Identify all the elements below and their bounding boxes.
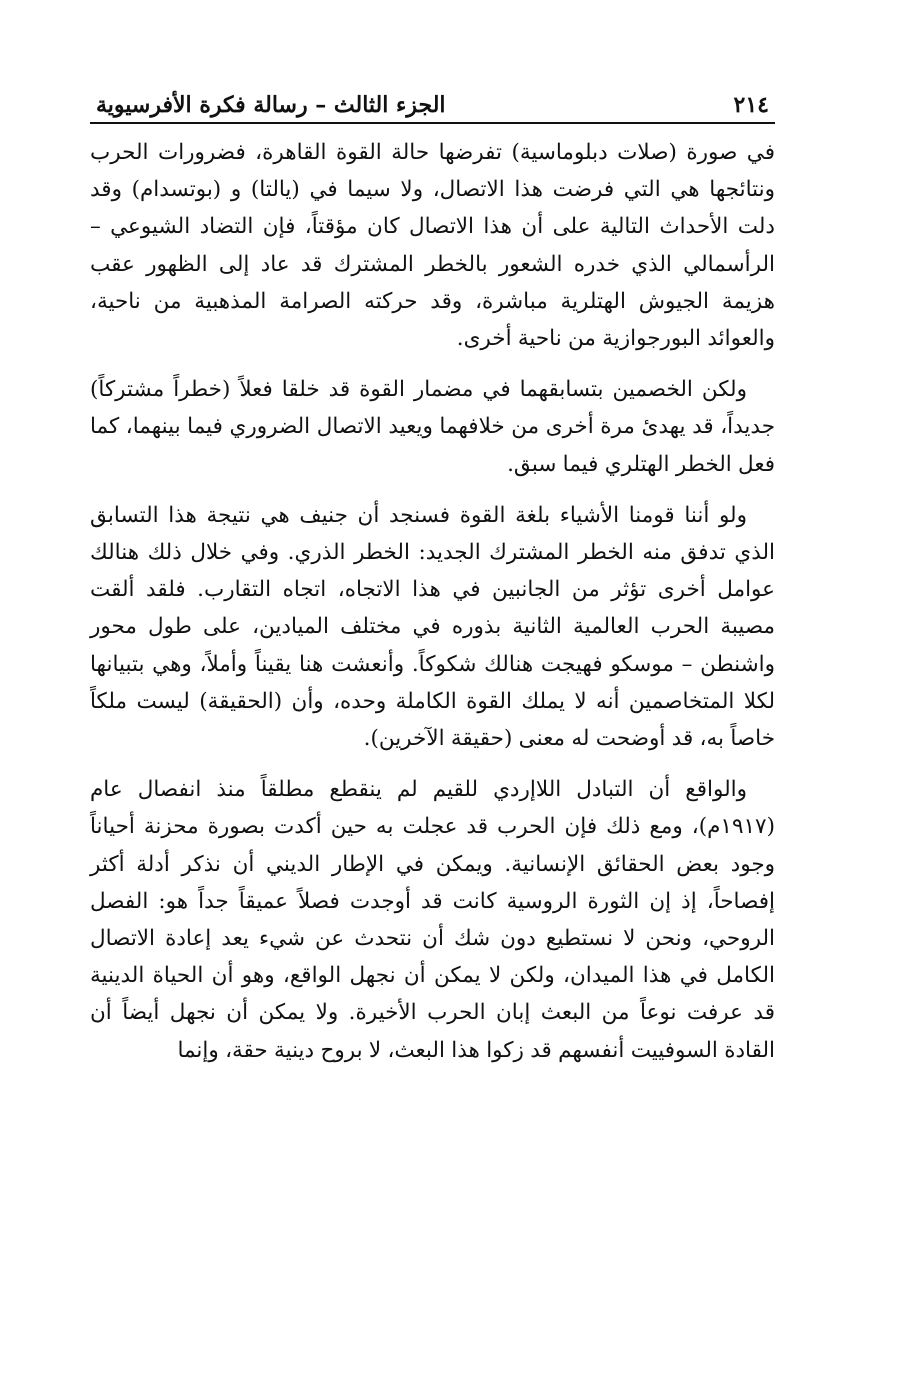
running-header xyxy=(90,78,775,124)
paragraph: في صورة (صلات دبلوماسية) تفرضها حالة القوة القاهرة، فضرورات الحرب ونتائجها هي التي فرضت هذا الاتصال، ولا سيما في (يالتا) و (بوتسدام) وقد دلت الأحداث التالية على أن هذا الاتصال كان مؤقتاً، فإن التضاد الشيوعي – الرأسمالي الذي خدره الشعور بالخطر المشترك قد عاد إلى الظهور عقب هزيمة الجيوش الهتلرية مباشرة، وقد حركته الصرامة المذهبية من ناحية، والعوائد البورجوازية من ناحية أخرى. xyxy=(90,140,775,352)
header-title: الجزء الثالث – رسالة فكرة الأفرسيوية xyxy=(96,92,446,118)
paragraph: ولكن الخصمين بتسابقهما في مضمار القوة قد خلقا فعلاً (خطراً مشتركاً) جديداً، قد يهدئ مرة أخرى من خلافهما ويعيد الاتصال الضروري فيما بينهما، كما فعل الخطر الهتلري فيما سبق. xyxy=(90,377,775,477)
paragraph: ولو أننا قومنا الأشياء بلغة القوة فسنجد أن جنيف هي نتيجة هذا التسابق الذي تدفق منه الخطر المشترك الجديد: الخطر الذري. وفي خلال ذلك هنالك عوامل أخرى تؤثر من الجانبين في هذا الاتجاه، اتجاه التقارب. فلقد ألقت مصيبة الحرب العالمية الثانية بذوره في مختلف الميادين، على طول محور واشنطن – موسكو فهيجت هنالك شكوكاً. وأنعشت هنا يقيناً وأملاً، وهي بتبيانها لكلا المتخاصمين أنه لا يملك القوة الكاملة وحده، وأن (الحقيقة) ليست ملكاً خاصاً به، قد أوضحت له معنى (حقيقة الآخرين). xyxy=(90,502,776,752)
paragraph: والواقع أن التبادل اللاإردي للقيم لم ينقطع مطلقاً منذ انفصال عام (١٩١٧م)، ومع ذلك فإن الحرب قد عجلت به حين أكدت بصورة محزنة أحياناً وجود بعض الحقائق الإنسانية. ويمكن في الإطار الديني أن نذكر أدلة أكثر إفصاحاً، إذ إن الثورة الروسية كانت قد أوجدت فصلاً عميقاً جداً هو: الفصل الروحي، ونحن لا نستطيع دون شك أن نتحدث عن شيء يعد إعادة الاتصال الكامل في هذا الميدان، ولكن لا يمكن أن نجهل الواقع، وهو أن الحياة الدينية قد عرفت نوعاً من البعث إبان الحرب الأخيرة. ولا يمكن أن نجهل أيضاً أن القادة السوفييت أنفسهم قد زكوا هذا البعث، لا بروح دينية حقة، وإنما xyxy=(90,777,775,1063)
page-body xyxy=(90,134,775,1069)
book-page xyxy=(90,78,775,1069)
page-number: ٢١٤ xyxy=(733,92,769,118)
